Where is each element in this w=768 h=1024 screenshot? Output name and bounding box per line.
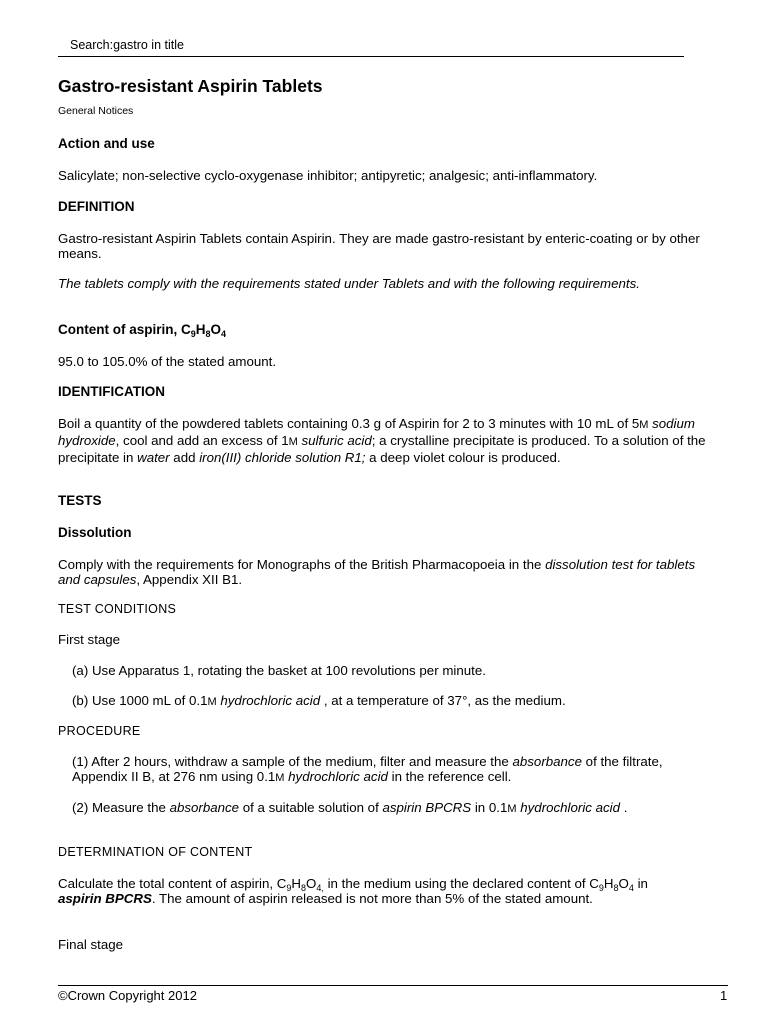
determination-text: Calculate the total content of aspirin, $C_9H_8O_{4,}$ in the medium using the declared content of $C_9H_8O_4$ in aspirin BPCRS. The amount of aspirin released is not more than 5% of the stated amount. [58,876,648,906]
identification-heading: IDENTIFICATION [58,384,165,399]
definition-heading: DEFINITION [58,199,135,214]
definition-text: Gastro-resistant Aspirin Tablets contain Aspirin. They are made gastro-resistant by enteric-coating or by other means. [58,231,700,261]
dissolution-text: Comply with the requirements for Monographs of the British Pharmacopoeia in the dissolution test for tablets and capsules, Appendix XII B1. [58,557,696,587]
content-text: 95.0 to 105.0% of the stated amount. [58,354,277,369]
procedure-step-1: (1) After 2 hours, withdraw a sample of the medium, filter and measure the absorbance of the filtrate, Appendix II B, at 276 nm using 0.1M hydrochloric acid in the reference cell. [72,754,663,784]
condition-b: (b) Use 1000 mL of 0.1M hydrochloric acid , at a temperature of 37°, as the medium. [72,693,566,708]
final-stage-label: Final stage [58,937,124,952]
procedure-heading: PROCEDURE [58,724,141,738]
search-query-label: Search:gastro in title [70,38,184,52]
action-heading: Action and use [58,136,155,151]
action-text: Salicylate; non-selective cyclo-oxygenase inhibitor; antipyretic; analgesic; anti-inflammatory. [58,168,598,183]
footer-page-number: 1 [720,988,728,1003]
procedure-step-2: (2) Measure the absorbance of a suitable solution of aspirin BPCRS in 0.1M hydrochloric acid . [72,800,628,815]
header-divider [58,56,684,57]
test-conditions-heading: TEST CONDITIONS [58,602,177,616]
dissolution-heading: Dissolution [58,525,132,540]
footer-divider [58,985,728,986]
definition-italic-text: The tablets comply with the requirements stated under Tablets and with the following requirements. [58,276,640,291]
condition-a: (a) Use Apparatus 1, rotating the basket at 100 revolutions per minute. [72,663,486,678]
determination-heading: DETERMINATION OF CONTENT [58,845,253,859]
general-notices-link[interactable]: General Notices [58,105,134,117]
footer-copyright: ©Crown Copyright 2012 [58,988,197,1003]
content-heading: Content of aspirin, $C_9H_8O_4$ [58,322,227,339]
identification-text: Boil a quantity of the powdered tablets containing 0.3 g of Aspirin for 2 to 3 minutes with 10 mL of 5M sodium hydroxide, cool and add an excess of 1M sulfuric acid; a crystalline precipitate is produced. To a solution of the precipitate in water add iron(III) chloride solution R1; a deep violet colour is produced. [58,416,706,465]
first-stage-label: First stage [58,632,121,647]
page-title: Gastro-resistant Aspirin Tablets [58,76,323,96]
tests-heading: TESTS [58,493,102,508]
